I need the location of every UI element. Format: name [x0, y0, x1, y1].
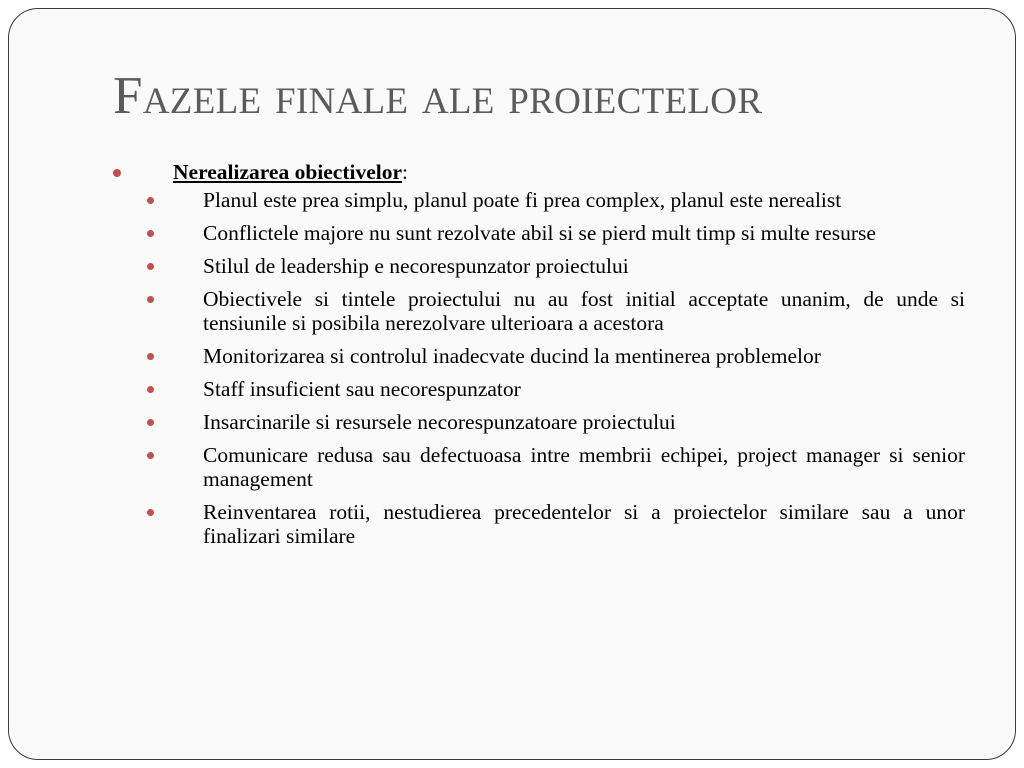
sub-bullet-text: Monitorizarea si controlul inadecvate ducind la mentinerea problemelor	[203, 344, 821, 368]
slide-content	[113, 160, 965, 557]
sub-bullet-text: Comunicare redusa sau defectuoasa intre membrii echipei, project manager si senior management	[203, 443, 965, 491]
bullet-dot-icon	[147, 452, 154, 459]
bullet-dot-icon	[147, 386, 154, 393]
sub-bullet-item	[113, 410, 965, 434]
bullet-dot-icon	[147, 353, 154, 360]
bullet-dot-icon	[147, 230, 154, 237]
bullet-dot-icon	[147, 419, 154, 426]
slide-title: Fazele finale ale proiectelor	[113, 67, 763, 125]
sub-bullet-text: Insarcinarile si resursele necorespunzatoare proiectului	[203, 410, 676, 434]
sub-bullet-item	[113, 188, 965, 212]
sub-bullet-item	[113, 221, 965, 245]
sub-bullet-item	[113, 500, 965, 548]
sub-bullet-text: Reinventarea rotii, nestudierea precedentelor si a proiectelor similare sau a unor finalizari similare	[203, 500, 965, 548]
sub-bullet-text: Stilul de leadership e necorespunzator proiectului	[203, 254, 629, 278]
main-bullet-suffix: :	[402, 160, 409, 184]
bullet-dot-icon	[147, 263, 154, 270]
sub-bullet-item	[113, 287, 965, 335]
sub-bullet-item	[113, 344, 965, 368]
main-bullet-heading: Nerealizarea obiectivelor	[173, 160, 403, 184]
sub-bullet-text: Planul este prea simplu, planul poate fi prea complex, planul este nerealist	[203, 188, 842, 212]
bullet-dot-icon	[147, 509, 154, 516]
main-bullet	[113, 160, 965, 184]
bullet-dot-icon	[147, 197, 154, 204]
sub-bullet-text: Obiectivele si tintele proiectului nu au fost initial acceptate unanim, de unde si tensiunile si posibila nerezolvare ulterioara a acestora	[203, 287, 965, 335]
sub-bullet-item	[113, 254, 965, 278]
sub-bullet-text: Staff insuficient sau necorespunzator	[203, 377, 521, 401]
sub-bullet-text: Conflictele majore nu sunt rezolvate abil si se pierd mult timp si multe resurse	[203, 221, 876, 245]
bullet-dot-icon	[113, 169, 121, 177]
sub-bullet-item	[113, 377, 965, 401]
sub-bullet-list	[113, 188, 965, 548]
bullet-dot-icon	[147, 296, 154, 303]
sub-bullet-item	[113, 443, 965, 491]
